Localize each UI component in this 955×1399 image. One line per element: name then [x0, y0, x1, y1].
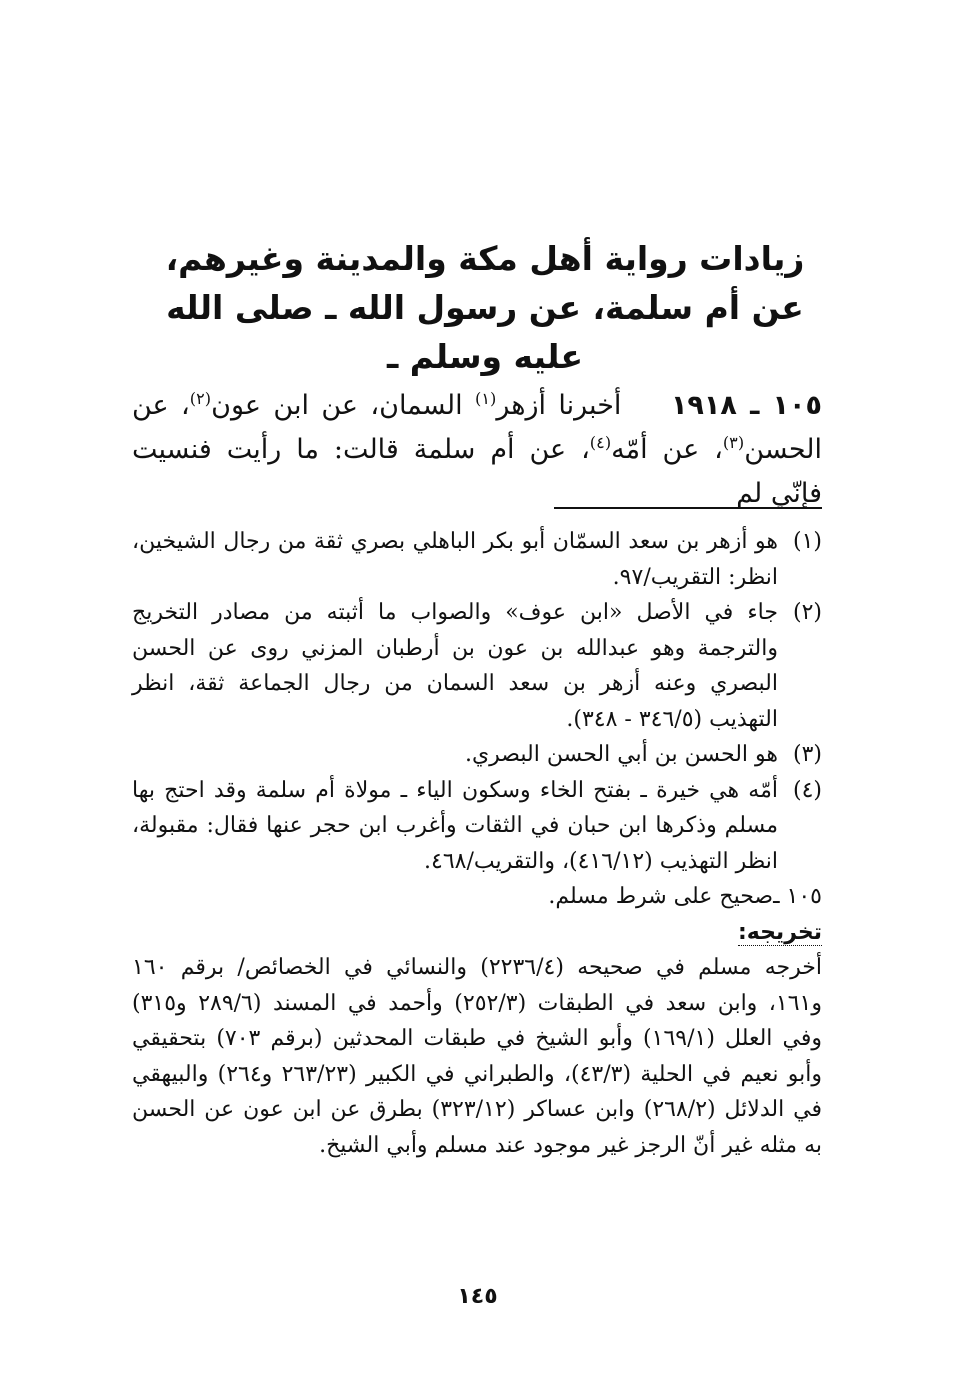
footnote	[132, 737, 822, 773]
grading-text: صحيح على شرط مسلم.	[548, 884, 774, 909]
heading-line-1: زيادات رواية أهل مكة والمدينة وغيرهم،	[165, 239, 805, 278]
page-number: ١٤٥	[457, 1284, 498, 1309]
grading-note	[132, 879, 822, 915]
footnote	[132, 524, 822, 595]
footnote-separator	[554, 507, 822, 509]
footnote-text: هو أزهر بن سعد السمّان أبو بكر الباهلي بصري ثقة من رجال الشيخين، انظر: التقريب/٩٧.	[132, 529, 778, 590]
footnote-text: هو الحسن بن أبي الحسن البصري.	[464, 742, 778, 767]
hadith-segment: ، عن الحسن	[132, 390, 822, 465]
footnote-text: أمّه هي خيرة ـ بفتح الخاء وسكون الياء ـ مولاة أم سلمة وقد احتج بها مسلم وذكرها ابن حبان في الثقات وأغرب ابن حجر عنها فقال: مقبولة، انظر التهذيب (٤١٦/١٢)، والتقريب/٤٦٨.	[132, 777, 778, 874]
footnote-ref: (١)	[474, 389, 497, 408]
heading-line-3: عليه وسلم ـ	[386, 337, 584, 376]
hadith-segment: ، عن أم سلمة قالت: ما رأيت فنسيت فإنّي لم	[132, 434, 822, 509]
footnote-text: جاء في الأصل «ابن عوف» والصواب ما أثبته من مصادر التخريج والترجمة وهو عبدالله بن عون بن أرطبان المزني روى عن الحسن البصري وعنه أزهر بن سعد السمان من رجال الجماعة ثقة، انظر التهذيب (٣٤٦/٥ - ٣٤٨).	[132, 600, 778, 732]
footnotes-section	[132, 524, 822, 1163]
grading-marker: ١٠٥ ـ	[773, 884, 822, 909]
footnote-ref: (٣)	[722, 433, 745, 452]
hadith-number: ١٠٥ ـ ١٩١٨	[670, 390, 822, 421]
footnote-ref: (٢)	[189, 389, 212, 408]
hadith-segment: ، عن أمّه	[611, 434, 723, 465]
footnote-ref: (٤)	[589, 433, 612, 452]
footnote-marker: (٢)	[792, 600, 822, 625]
heading-line-2: عن أم سلمة، عن رسول الله ـ صلى الله	[166, 288, 804, 327]
takhrij-heading: تخريجه:	[737, 919, 822, 945]
hadith-segment: أخبرنا أزهر	[496, 390, 622, 421]
chapter-heading	[140, 234, 830, 381]
footnote-marker: (٣)	[792, 742, 822, 767]
footnote	[132, 773, 822, 880]
footnote-marker: (٤)	[792, 777, 822, 803]
takhrij-text: أخرجه مسلم في صحيحه (٢٢٣٦/٤) والنسائي في الخصائص/ برقم ١٦٠ و١٦١، وابن سعد في الطبقات (٢٥٢/٣) وأحمد في المسند (٢٨٩/٦ و٣١٥) وفي العلل (١٦٩/١) وأبو الشيخ في طبقات المحدثين (برقم ٧٠٣) بتحقيقي وأبو نعيم في الحلية (٤٣/٣)، والطبراني في الكبير (٢٦٣/٢٣ و٢٦٤) والبيهقي في الدلائل (٢٦٨/٢) وابن عساكر (٣٢٣/١٢) بطرق عن ابن عون عن الحسن به مثله غير أنّ الرجز غير موجود عند مسلم وأبي الشيخ.	[132, 955, 823, 1158]
hadith-text	[132, 384, 822, 516]
footnote	[132, 595, 822, 737]
footnote-marker: (١)	[792, 529, 822, 554]
hadith-segment: السمان، عن ابن عون	[211, 390, 475, 421]
